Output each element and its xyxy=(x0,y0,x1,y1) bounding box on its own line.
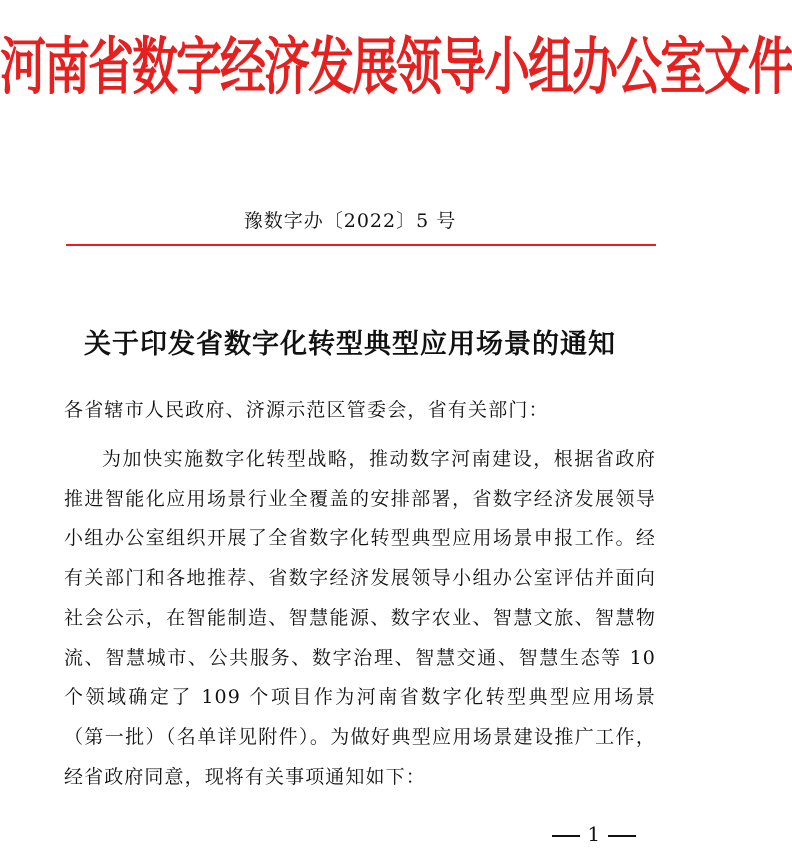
document-number: 豫数字办〔2022〕5 号 xyxy=(243,210,457,232)
page-number xyxy=(552,822,636,846)
page-number-value: 1 xyxy=(587,822,602,846)
salutation: 各省辖市人民政府、济源示范区管委会，省有关部门： xyxy=(64,399,549,421)
page-number-right-dash xyxy=(608,835,636,837)
document-title: 关于印发省数字化转型典型应用场景的通知 xyxy=(84,329,616,360)
red-divider xyxy=(66,244,656,246)
body-paragraph: 为加快实施数字化转型战略，推动数字河南建设，根据省政府推进智能化应用场景行业全覆盖的安排部署，省数字经济发展领导小组办公室组织开展了全省数字化转型典型应用场景申报工作。经有关部门和各地推荐、省数字经济发展领导小组办公室评估并面向社会公示，在智能制造、智慧能源、数字农业、智慧文旅、智慧物流、智慧城市、公共服务、数字治理、智慧交通、智慧生态等 10 个领域确定了 109 个项目作为河南省数字化转型典型应用场景（第一批）（名单详见附件）。为做好典型应用场景建设推广工作，经省政府同意，现将有关事项通知如下： xyxy=(64,448,656,788)
page-number-left-dash xyxy=(552,835,580,837)
issuer-masthead: 河南省数字经济发展领导小组办公室文件 xyxy=(0,30,792,104)
